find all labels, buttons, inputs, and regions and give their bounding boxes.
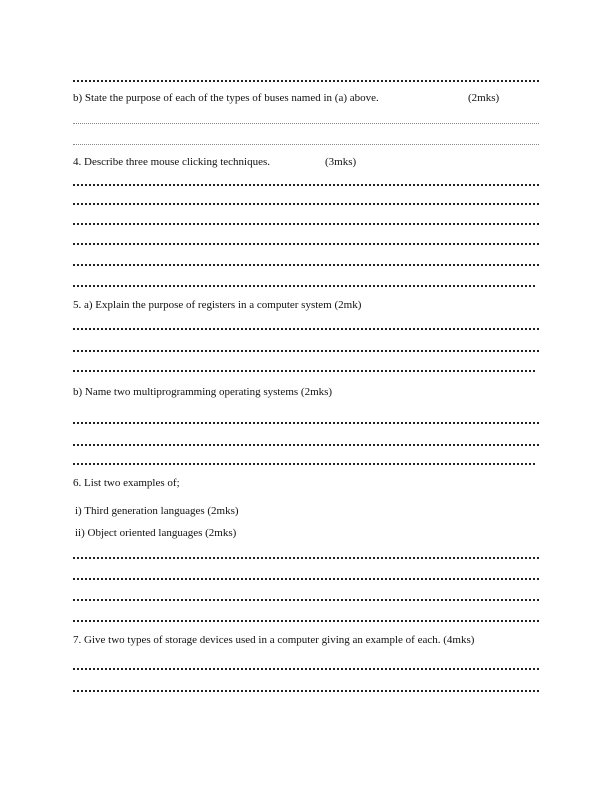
question-6: 6. List two examples of; [73,477,180,489]
answer-line [73,620,539,622]
answer-line [73,690,539,692]
answer-line [73,350,539,352]
question-5a: 5. a) Explain the purpose of registers in a computer system (2mk) [73,299,362,311]
question-6-ii: ii) Object oriented languages (2mks) [75,527,237,539]
answer-line [73,422,539,424]
answer-line [73,203,539,205]
answer-line [73,264,539,266]
question-5b: b) Name two multiprogramming operating systems (2mks) [73,386,333,398]
answer-line [73,444,539,446]
answer-line [73,144,539,145]
answer-line [73,243,539,245]
answer-line [73,285,535,287]
marks-4: (3mks) [325,156,357,168]
answer-line [73,328,539,330]
answer-line [73,668,539,670]
answer-line [73,80,539,82]
answer-line [73,223,539,225]
marks-3b: (2mks) [468,92,500,104]
question-7: 7. Give two types of storage devices used in a computer giving an example of each. (4mks) [73,634,475,646]
question-4: 4. Describe three mouse clicking techniques. [73,156,271,168]
answer-line [73,599,539,601]
answer-line [73,463,535,465]
answer-line [73,370,535,372]
answer-line [73,123,539,124]
answer-line [73,184,539,186]
answer-line [73,557,539,559]
answer-line [73,578,539,580]
question-3b: b) State the purpose of each of the types of buses named in (a) above. [73,92,379,104]
question-6-i: i) Third generation languages (2mks) [75,505,239,517]
